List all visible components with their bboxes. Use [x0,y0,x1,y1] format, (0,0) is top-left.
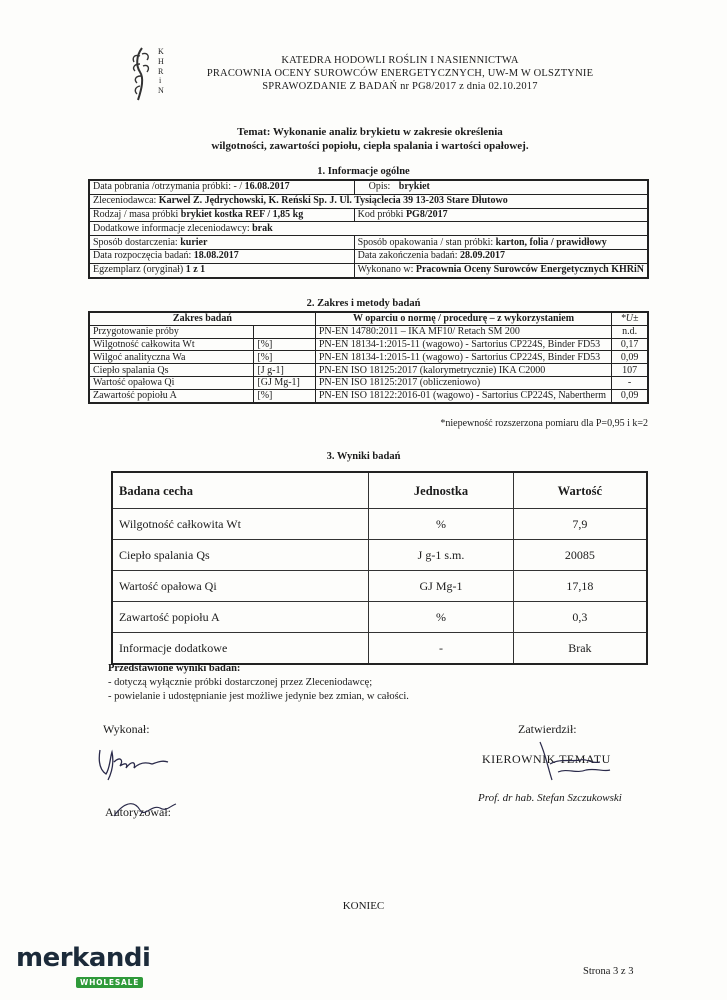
sample-type-value: brykiet kostka REF / 1,85 kg [180,208,304,220]
end-date-value: 28.09.2017 [460,250,506,262]
approved-by-label: Zatwierdził: [518,722,577,736]
uncertainty-footnote: *niepewność rozszerzona pomiaru dla P=0,95 i k=2 [440,418,648,429]
authorized-by-label: Autoryzował: [105,805,171,819]
header-unit: Jednostka [369,472,513,509]
page-number: Strona 3 z 3 [583,966,634,977]
general-info-table [88,179,649,279]
table-row: Egzemplarz (oryginał) 1 z 1 Wykonano w: Pracownia Oceny Surowców Energetycznych KHRiN [89,263,648,277]
svg-text:N: N [158,86,164,95]
table-row: Rodzaj / masa próbki brykiet kostka REF / 1,85 kg Kod próbki PG8/2017 [89,208,648,222]
remarks-line-2: - powielanie i udostępnianie jest możliwe jedynie bez zmian, w całości. [108,691,409,702]
additional-info-value: brak [252,222,273,234]
header-value: Wartość [513,472,647,509]
professor-name: Prof. dr hab. Stefan Szczukowski [478,792,622,804]
svg-text:K: K [158,47,164,56]
svg-text:H: H [158,57,164,66]
performed-at-value: Pracownia Oceny Surowców Energetycznych KHRiN [415,264,644,276]
table-row: Ciepło spalania Qs [J g-1] PN-EN ISO 18125:2017 (kalorymetrycznie) IKA C2000 107 [89,364,648,377]
approver-signature [510,734,620,789]
end-label: KONIEC [342,900,385,912]
packaging-value: karton, folia / prawidłowy [495,236,607,248]
section-1-title: 1. Informacje ogólne [317,166,410,177]
header-method: W oparciu o normę / procedurę – z wykorzystaniem [315,312,611,325]
header-line-1: KATEDRA HODOWLI ROŚLIN I NASIENNICTWA [281,55,519,66]
header-scope: Zakres badań [89,312,315,325]
table-row: Wilgotność całkowita Wt [%] PN-EN 18134-1:2015-11 (wagowo) - Sartorius CP224S, Binder FD53 0,17 [89,338,648,351]
table-row: Przygotowanie próby PN-EN 14780:2011 – IKA MF10/ Retach SM 200 n.d. [89,325,648,338]
header-uncertainty: *U± [612,312,648,325]
remarks-title: Przedstawione wyniki badań: [108,663,241,674]
delivery-value: kurier [180,236,208,248]
table-row: Ciepło spalania Qs J g-1 s.m. 20085 [112,540,647,571]
performer-signature [92,740,172,787]
client-value: Karwel Z. Jędrychowski, K. Reński Sp. J. Ul. Tysiąclecia 39 13-203 Stare Dłutowo [158,195,508,207]
start-date-value: 18.08.2017 [193,250,239,262]
description-value: brykiet [398,181,430,193]
table-row: Zawartość popiołu A % 0,3 [112,602,647,633]
topic-line-2: wilgotności, zawartości popiołu, ciepła spalania i wartości opałowej. [211,140,529,152]
table-header-row [112,472,647,509]
table-row: Zleceniodawca: Karwel Z. Jędrychowski, K. Reński Sp. J. Ul. Tysiąclecia 39 13-203 Stare Dłutowo [89,194,648,208]
table-row: Dodatkowe informacje zleceniodawcy: brak [89,222,648,236]
brand-name: merkandi [16,943,151,973]
header-feature: Badana cecha [112,472,369,509]
methods-table [88,311,649,404]
table-row: Data rozpoczęcia badań: 18.08.2017 Data zakończenia badań: 28.09.2017 [89,249,648,263]
table-row: Wilgotność całkowita Wt % 7,9 [112,509,647,540]
authorizer-signature [110,796,180,829]
table-row: Wartość opałowa Qi GJ Mg-1 17,18 [112,571,647,602]
table-row: Zawartość popiołu A [%] PN-EN ISO 18122:2016-01 (wagowo) - Sartorius CP224S, Nabertherm 0,09 [89,389,648,402]
svg-text:i: i [159,76,162,85]
svg-text:R: R [158,67,164,76]
sample-code-value: PG8/2017 [405,208,448,220]
header-line-3: SPRAWOZDANIE Z BADAŃ nr PG8/2017 z dnia 02.10.2017 [262,81,538,92]
table-row: Wilgoć analityczna Wa [%] PN-EN 18134-1:2015-11 (wagowo) - Sartorius CP224S, Binder FD53 0,09 [89,351,648,364]
sampling-date: 16.08.2017 [244,181,290,193]
brand-sub: WHOLESALE [76,977,143,988]
table-row: Data pobrania /otrzymania próbki: - / 16.08.2017 Opis: brykiet [89,180,648,194]
table-row: Informacje dodatkowe - Brak [112,633,647,665]
table-header-row [89,312,648,325]
results-table [111,471,648,665]
section-2-title: 2. Zakres i metody badań [306,298,421,309]
head-of-project: KIEROWNIK TEMATU [482,752,611,766]
performed-by-label: Wykonał: [103,722,150,736]
table-row: Wartość opałowa Qi [GJ Mg-1] PN-EN ISO 18125:2017 (obliczeniowo) - [89,376,648,389]
table-row: Sposób dostarczenia: kurier Sposób opakowania / stan próbki: karton, folia / prawidłowy [89,236,648,250]
topic-line-1: Temat: Wykonanie analiz brykietu w zakresie określenia [237,126,503,138]
remarks-line-1: - dotyczą wyłącznie próbki dostarczonej przez Zleceniodawcę; [108,677,373,688]
header-line-2: PRACOWNIA OCENY SUROWCÓW ENERGETYCZNYCH, UW-M W OLSZTYNIE [206,68,594,79]
section-3-title: 3. Wyniki badań [326,451,401,462]
merkandi-watermark [16,944,150,990]
copy-value: 1 z 1 [185,264,206,276]
